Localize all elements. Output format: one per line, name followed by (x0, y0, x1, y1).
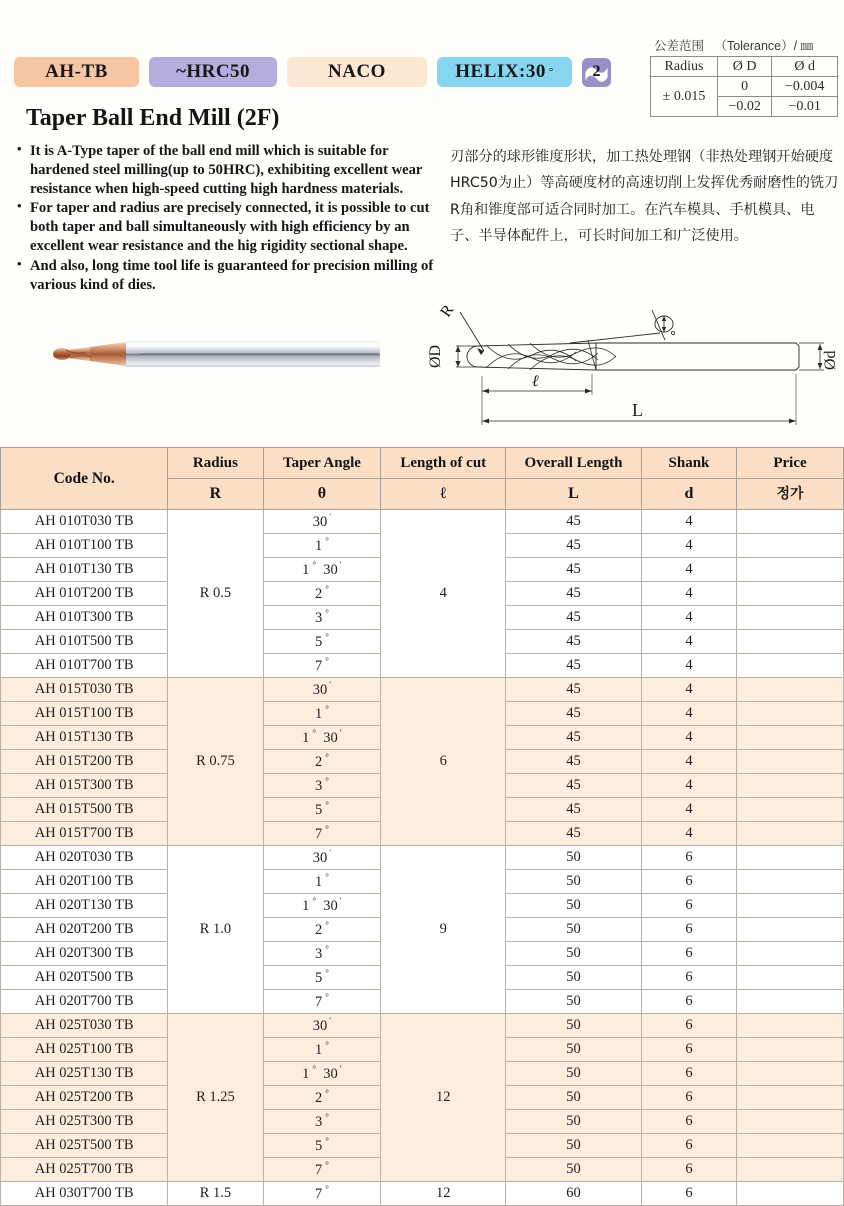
cell-length-of-cut: 6 (381, 678, 506, 846)
cell-code-no: AH 020T030 TB (1, 846, 168, 870)
cell-code-no: AH 015T030 TB (1, 678, 168, 702)
col-symbol-theta: θ (263, 479, 381, 510)
list-item: • It is A-Type taper of the ball end mill which is suitable for hardened steel milling(up to 50HRC), exhibiting excellent wear resistance when high-speed cutting high hardness materials. (30, 142, 434, 198)
taper-angle-value: 3 ° (315, 944, 329, 962)
cell-taper-angle (263, 726, 381, 750)
cell-price (737, 1134, 844, 1158)
cell-code-no: AH 010T500 TB (1, 630, 168, 654)
minute-symbol-icon: ′ (339, 896, 342, 907)
col-header-radius: Radius (168, 448, 263, 479)
cell-taper-angle (263, 582, 381, 606)
degree-symbol-icon: ° (325, 704, 329, 715)
drawing-label-L: L (632, 400, 643, 420)
cell-overall-length: 45 (506, 558, 642, 582)
tolerance-col-D: Ø D (718, 57, 772, 77)
cell-code-no: AH 025T030 TB (1, 1014, 168, 1038)
cell-taper-angle (263, 822, 381, 846)
degree-symbol-icon: ° (325, 632, 329, 643)
cell-code-no: AH 020T100 TB (1, 870, 168, 894)
cell-radius: R 0.75 (168, 678, 263, 846)
col-header-shank: Shank (641, 448, 736, 479)
cell-overall-length: 45 (506, 726, 642, 750)
cell-overall-length: 50 (506, 1134, 642, 1158)
cell-length-of-cut: 4 (381, 510, 506, 678)
cell-shank: 6 (641, 846, 736, 870)
cell-price (737, 1086, 844, 1110)
cell-price (737, 750, 844, 774)
cell-price (737, 534, 844, 558)
cell-code-no: AH 015T300 TB (1, 774, 168, 798)
table-row (1, 846, 844, 870)
tolerance-D-upper: 0 (718, 77, 772, 97)
cell-code-no: AH 020T700 TB (1, 990, 168, 1014)
col-symbol-d: d (641, 479, 736, 510)
taper-angle-value: 7 ° (315, 1184, 329, 1202)
cell-taper-angle (263, 1134, 381, 1158)
cell-taper-angle (263, 558, 381, 582)
cell-price (737, 1014, 844, 1038)
tolerance-col-radius: Radius (651, 57, 718, 77)
list-item: • And also, long time tool life is guaranteed for precision milling of various kind of dies. (30, 257, 434, 295)
cell-shank: 6 (641, 1086, 736, 1110)
cell-shank: 6 (641, 1062, 736, 1086)
cell-code-no: AH 025T300 TB (1, 1110, 168, 1134)
badge-hardness-label: ~HRC50 (175, 61, 251, 82)
minute-symbol-icon: ′ (329, 680, 332, 691)
taper-angle-value: 2 ° (315, 752, 329, 770)
cell-overall-length: 50 (506, 846, 642, 870)
taper-angle-value: 3 ° (315, 608, 329, 626)
spec-table-body (1, 510, 844, 1206)
table-row (1, 1014, 844, 1038)
cell-code-no: AH 025T100 TB (1, 1038, 168, 1062)
cell-overall-length: 45 (506, 630, 642, 654)
degree-symbol-icon: ° (548, 66, 554, 78)
col-header-price: Price (737, 448, 844, 479)
tolerance-title-en: （Tolerance）/ ㎜ (714, 39, 814, 53)
tolerance-D-lower: −0.02 (718, 97, 772, 117)
minute-symbol-icon: ′ (339, 728, 342, 739)
badge-series-label: AH-TB (45, 61, 108, 82)
tolerance-table (650, 56, 838, 117)
degree-symbol-icon: ° (325, 968, 329, 979)
degree-symbol-icon: ° (325, 608, 329, 619)
cell-price (737, 990, 844, 1014)
drawing-label-D: ØD (427, 344, 444, 368)
tolerance-header-row (651, 57, 838, 77)
cell-taper-angle (263, 1014, 381, 1038)
taper-angle-value: 7 ° (315, 824, 329, 842)
minute-symbol-icon: ′ (329, 1016, 332, 1027)
minute-symbol-icon: ′ (329, 848, 332, 859)
tolerance-title (650, 36, 842, 54)
col-symbol-l: ℓ (381, 479, 506, 510)
cell-shank: 4 (641, 750, 736, 774)
cell-code-no: AH 020T200 TB (1, 918, 168, 942)
cell-code-no: AH 025T500 TB (1, 1134, 168, 1158)
taper-angle-value: 30 ′ (312, 848, 332, 866)
cell-shank: 4 (641, 678, 736, 702)
cell-shank: 4 (641, 798, 736, 822)
cell-taper-angle (263, 1062, 381, 1086)
degree-symbol-icon: ° (325, 1088, 329, 1099)
taper-angle-value: 1 ° 30 ′ (302, 560, 342, 578)
cell-taper-angle (263, 1182, 381, 1206)
cell-radius: R 0.5 (168, 510, 263, 678)
cell-code-no: AH 020T500 TB (1, 966, 168, 990)
cell-shank: 4 (641, 702, 736, 726)
cell-price (737, 1110, 844, 1134)
taper-angle-value: 1 ° 30 ′ (302, 728, 342, 746)
cell-taper-angle (263, 846, 381, 870)
degree-symbol-icon: ° (325, 656, 329, 667)
cell-taper-angle (263, 942, 381, 966)
cell-shank: 6 (641, 942, 736, 966)
cell-radius: R 1.25 (168, 1014, 263, 1182)
cell-overall-length: 50 (506, 894, 642, 918)
cell-shank: 4 (641, 630, 736, 654)
cell-taper-angle (263, 630, 381, 654)
tolerance-col-d: Ø d (772, 57, 838, 77)
cell-shank: 6 (641, 1038, 736, 1062)
cell-overall-length: 45 (506, 534, 642, 558)
spec-table-head (1, 448, 844, 510)
cell-overall-length: 50 (506, 918, 642, 942)
degree-symbol-icon: ° (325, 920, 329, 931)
taper-angle-value: 1 ° 30 ′ (302, 1064, 342, 1082)
cell-price (737, 942, 844, 966)
table-row (651, 77, 838, 97)
tolerance-d-upper: −0.004 (772, 77, 838, 97)
degree-symbol-icon: ° (325, 992, 329, 1003)
product-photo (30, 330, 390, 390)
cell-price (737, 870, 844, 894)
spec-header-row-top (1, 448, 844, 479)
degree-symbol-icon: ° (325, 1136, 329, 1147)
cell-shank: 4 (641, 654, 736, 678)
cell-taper-angle (263, 654, 381, 678)
cell-taper-angle (263, 918, 381, 942)
badge-helix (437, 57, 572, 87)
tolerance-d-lower: −0.01 (772, 97, 838, 117)
col-header-code-no: Code No. (1, 448, 168, 510)
cell-price (737, 510, 844, 534)
cell-shank: 6 (641, 894, 736, 918)
cell-shank: 6 (641, 1182, 736, 1206)
cell-shank: 4 (641, 822, 736, 846)
cell-shank: 4 (641, 582, 736, 606)
cell-code-no: AH 010T200 TB (1, 582, 168, 606)
badge-series (14, 57, 139, 87)
taper-angle-value: 7 ° (315, 1160, 329, 1178)
flute-count-label: 2 (592, 63, 601, 80)
cell-code-no: AH 010T700 TB (1, 654, 168, 678)
cell-code-no: AH 015T200 TB (1, 750, 168, 774)
cell-overall-length: 60 (506, 1182, 642, 1206)
cell-code-no: AH 010T030 TB (1, 510, 168, 534)
degree-symbol-icon: ° (325, 944, 329, 955)
cell-price (737, 822, 844, 846)
degree-symbol-icon: ° (325, 1112, 329, 1123)
taper-angle-value: 1 ° 30 ′ (302, 896, 342, 914)
cell-price (737, 798, 844, 822)
feature-bullets (14, 142, 434, 296)
badge-coating-label: NACO (328, 61, 386, 82)
cell-price (737, 558, 844, 582)
feature-list (14, 142, 434, 295)
tolerance-box (650, 36, 842, 117)
cell-price (737, 1038, 844, 1062)
cell-shank: 4 (641, 774, 736, 798)
taper-angle-value: 5 ° (315, 1136, 329, 1154)
col-symbol-price-korean: 정가 (737, 479, 844, 510)
cell-overall-length: 45 (506, 750, 642, 774)
minute-symbol-icon: ′ (339, 560, 342, 571)
cell-taper-angle (263, 702, 381, 726)
cell-shank: 4 (641, 726, 736, 750)
taper-angle-value: 5 ° (315, 800, 329, 818)
tolerance-title-cn: 公差范围 (654, 39, 705, 53)
degree-symbol-icon: ° (325, 824, 329, 835)
cell-code-no: AH 030T700 TB (1, 1182, 168, 1206)
page-title: Taper Ball End Mill (2F) (26, 105, 280, 131)
taper-angle-value: 30 ′ (312, 680, 332, 698)
cell-code-no: AH 010T300 TB (1, 606, 168, 630)
cell-overall-length: 45 (506, 774, 642, 798)
table-row (1, 510, 844, 534)
cell-length-of-cut: 12 (381, 1182, 506, 1206)
taper-angle-value: 3 ° (315, 1112, 329, 1130)
cell-overall-length: 50 (506, 990, 642, 1014)
cell-code-no: AH 020T300 TB (1, 942, 168, 966)
cell-code-no: AH 015T500 TB (1, 798, 168, 822)
cell-price (737, 1062, 844, 1086)
degree-symbol-icon: ° (312, 728, 317, 739)
taper-angle-value: 2 ° (315, 1088, 329, 1106)
cell-price (737, 726, 844, 750)
degree-symbol-icon: ° (325, 752, 329, 763)
table-row (1, 678, 844, 702)
cell-price (737, 630, 844, 654)
cell-taper-angle (263, 534, 381, 558)
degree-symbol-icon: ° (312, 1064, 317, 1075)
cell-overall-length: 50 (506, 1086, 642, 1110)
taper-angle-value: 30 ′ (312, 512, 332, 530)
taper-angle-value: 7 ° (315, 992, 329, 1010)
cell-price (737, 654, 844, 678)
cell-price (737, 918, 844, 942)
cell-overall-length: 45 (506, 822, 642, 846)
tolerance-radius-value: ± 0.015 (651, 77, 718, 117)
cell-price (737, 1158, 844, 1182)
minute-symbol-icon: ′ (329, 512, 332, 523)
col-symbol-L: L (506, 479, 642, 510)
degree-symbol-icon: ° (312, 896, 317, 907)
header-badge-row (14, 57, 611, 87)
cell-price (737, 846, 844, 870)
cell-shank: 4 (641, 606, 736, 630)
cell-overall-length: 45 (506, 582, 642, 606)
cell-taper-angle (263, 774, 381, 798)
cell-code-no: AH 015T700 TB (1, 822, 168, 846)
degree-symbol-icon: ° (325, 1040, 329, 1051)
degree-symbol-icon: ° (325, 1160, 329, 1171)
taper-angle-value: 5 ° (315, 968, 329, 986)
cell-price (737, 966, 844, 990)
cell-radius: R 1.0 (168, 846, 263, 1014)
cell-code-no: AH 020T130 TB (1, 894, 168, 918)
cell-shank: 4 (641, 534, 736, 558)
cell-overall-length: 50 (506, 1158, 642, 1182)
cell-length-of-cut: 9 (381, 846, 506, 1014)
cell-taper-angle (263, 678, 381, 702)
cell-overall-length: 45 (506, 798, 642, 822)
taper-angle-value: 5 ° (315, 632, 329, 650)
col-header-overall-length: Overall Length (506, 448, 642, 479)
degree-symbol-icon: ° (325, 776, 329, 787)
taper-angle-value: 1 ° (315, 872, 329, 890)
cell-shank: 6 (641, 918, 736, 942)
cell-overall-length: 45 (506, 510, 642, 534)
cell-radius: R 1.5 (168, 1182, 263, 1206)
cell-shank: 6 (641, 1014, 736, 1038)
cell-shank: 6 (641, 1110, 736, 1134)
cell-overall-length: 50 (506, 1110, 642, 1134)
cell-code-no: AH 010T130 TB (1, 558, 168, 582)
badge-coating (287, 57, 427, 87)
cell-taper-angle (263, 1158, 381, 1182)
cell-code-no: AH 015T100 TB (1, 702, 168, 726)
cell-overall-length: 45 (506, 606, 642, 630)
cell-taper-angle (263, 870, 381, 894)
cell-code-no: AH 025T200 TB (1, 1086, 168, 1110)
cell-code-no: AH 025T700 TB (1, 1158, 168, 1182)
cell-overall-length: 50 (506, 942, 642, 966)
cell-price (737, 702, 844, 726)
cell-overall-length: 45 (506, 702, 642, 726)
degree-symbol-icon: ° (325, 872, 329, 883)
drawing-label-l: ℓ (532, 373, 539, 390)
list-item: • For taper and radius are precisely connected, it is possible to cut both taper and ball simultaneously with high efficiency by an excellent wear resistance and the hig rigidity sectional shape. (30, 199, 434, 255)
cell-shank: 4 (641, 558, 736, 582)
cell-shank: 6 (641, 870, 736, 894)
taper-angle-value: 2 ° (315, 920, 329, 938)
cell-overall-length: 45 (506, 654, 642, 678)
technical-drawing (420, 288, 844, 434)
cell-code-no: AH 015T130 TB (1, 726, 168, 750)
cell-price (737, 678, 844, 702)
cell-code-no: AH 010T100 TB (1, 534, 168, 558)
cell-shank: 6 (641, 1158, 736, 1182)
cell-taper-angle (263, 990, 381, 1014)
drawing-label-d: Ød (822, 350, 839, 370)
cell-taper-angle (263, 1038, 381, 1062)
minute-symbol-icon: ′ (339, 1064, 342, 1075)
degree-symbol-icon: ° (325, 800, 329, 811)
degree-symbol-icon: ° (325, 584, 329, 595)
drawing-label-R: R (437, 301, 458, 321)
cell-shank: 4 (641, 510, 736, 534)
cell-shank: 6 (641, 1134, 736, 1158)
badge-helix-label: HELIX:30 (455, 61, 546, 82)
cell-shank: 6 (641, 966, 736, 990)
cell-taper-angle (263, 606, 381, 630)
taper-angle-value: 30 ′ (312, 1016, 332, 1034)
taper-angle-value: 2 ° (315, 584, 329, 602)
cell-price (737, 894, 844, 918)
cell-price (737, 774, 844, 798)
cell-length-of-cut: 12 (381, 1014, 506, 1182)
degree-symbol-icon: ° (312, 560, 317, 571)
cell-overall-length: 45 (506, 678, 642, 702)
cell-taper-angle (263, 750, 381, 774)
badge-flute-count (582, 58, 611, 87)
taper-angle-value: 3 ° (315, 776, 329, 794)
cell-taper-angle (263, 966, 381, 990)
taper-angle-value: 1 ° (315, 1040, 329, 1058)
cell-price (737, 582, 844, 606)
cell-price (737, 1182, 844, 1206)
col-header-length-of-cut: Length of cut (381, 448, 506, 479)
table-row (1, 1182, 844, 1206)
badge-hardness (149, 57, 277, 87)
specification-table (0, 447, 844, 1206)
col-header-taper-angle: Taper Angle (263, 448, 381, 479)
degree-symbol-icon: ° (325, 536, 329, 547)
cell-code-no: AH 025T130 TB (1, 1062, 168, 1086)
cell-taper-angle (263, 894, 381, 918)
taper-angle-value: 7 ° (315, 656, 329, 674)
cell-shank: 6 (641, 990, 736, 1014)
description-chinese: 刃部分的球形锥度形状，加工热处理钢（非热处理钢开始硬度HRC50为止）等高硬度材的高速切削上发挥优秀耐磨性的铣刀R角和锥度部可适合同时加工。在汽车模具、手机模具、电子、半导体配件上，可长时间加工和广泛使用。 (450, 149, 839, 244)
cell-overall-length: 50 (506, 1014, 642, 1038)
cell-taper-angle (263, 1086, 381, 1110)
cell-overall-length: 50 (506, 966, 642, 990)
cell-overall-length: 50 (506, 1038, 642, 1062)
cell-taper-angle (263, 510, 381, 534)
cell-taper-angle (263, 1110, 381, 1134)
cell-overall-length: 50 (506, 870, 642, 894)
cell-overall-length: 50 (506, 1062, 642, 1086)
cell-taper-angle (263, 798, 381, 822)
col-symbol-R: R (168, 479, 263, 510)
degree-symbol-icon: ° (325, 1184, 329, 1195)
taper-angle-value: 1 ° (315, 536, 329, 554)
taper-angle-value: 1 ° (315, 704, 329, 722)
cell-price (737, 606, 844, 630)
